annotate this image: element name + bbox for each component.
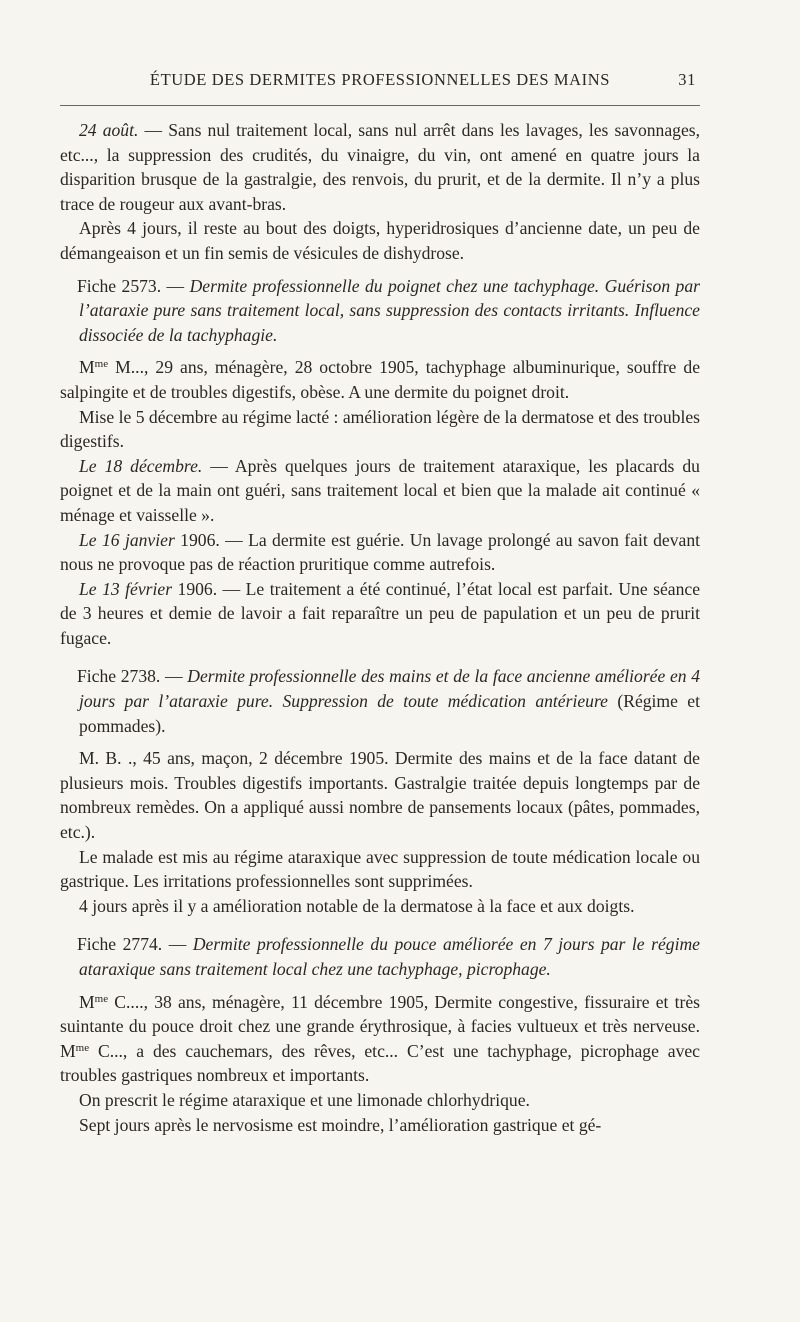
case-label: Fiche 2774. —	[77, 934, 193, 955]
paragraph-text: — Après quelques jours de traitement ataraxique, les placards du poignet et de la main ont guéri, sans traitement local et bien que la malade ait continué « ménage et vaisselle ».	[60, 455, 700, 525]
header-title: ÉTUDE DES DERMITES PROFESSIONNELLES DES MAINS	[149, 70, 611, 89]
paragraph: Sept jours après le nervosisme est moindre, l’amélioration gastrique et gé-	[79, 1114, 602, 1135]
header-rule	[60, 105, 700, 106]
paragraph	[60, 454, 700, 528]
superscript: me	[75, 1041, 90, 1054]
paragraph	[60, 990, 700, 1088]
paragraph: M. B. ., 45 ans, maçon, 2 décembre 1905. Dermite des mains et de la face datant de plusieurs mois. Troubles digestifs importants. Gastralgie traitée depuis longtemps par de nombreux remèdes. On a appliqué aussi nombre de pansements locaux (pâtes, pommades, etc.).	[60, 748, 700, 843]
page-number: 31	[678, 70, 696, 89]
case-heading	[60, 274, 700, 348]
superscript: me	[94, 992, 109, 1005]
abbrev: M	[79, 991, 95, 1012]
paragraph: Le malade est mis au régime ataraxique avec suppression de toute médication locale ou gastrique. Les irritations professionnelles sont supprimées.	[60, 846, 700, 892]
paragraph: Mise le 5 décembre au régime lacté : amélioration légère de la dermatose et des troubles digestifs.	[60, 406, 700, 452]
case-title: Dermite professionnelle du pouce améliorée en 7 jours par le régime ataraxique sans traitement local chez une tachyphage, picrophage.	[79, 934, 700, 979]
page-body	[60, 118, 700, 1137]
paragraph	[60, 118, 700, 216]
abbrev: M	[79, 357, 95, 378]
paragraph-text: — Sans nul traitement local, sans nul arrêt dans les lavages, les savonnages, etc..., la suppression des crudités, du vinaigre, du vin, ont amené en quatre jours la disparition brusque de la gastralgie, des renvois, du prurit, et de la dermite. Il n’y a plus trace de rougeur aux avant-bras.	[60, 120, 701, 214]
paragraph: On prescrit le régime ataraxique et une limonade chlorhydrique.	[79, 1089, 530, 1110]
date-month: février	[125, 578, 173, 599]
date-label: Le 13	[79, 578, 126, 599]
paragraph	[60, 355, 700, 404]
date-label: 24 août.	[79, 120, 139, 140]
running-header	[60, 70, 700, 96]
case-title-tail: (Régime et pommades).	[79, 691, 701, 736]
case-label: Fiche 2573. —	[77, 275, 190, 296]
date-label: Le 18 décembre.	[79, 455, 203, 476]
paragraph	[60, 528, 700, 577]
case-title: Dermite professionnelle des mains et de la face ancienne améliorée en 4 jours par l’ataraxie pure. Suppression de toute médication antérieure	[79, 666, 701, 712]
date-label: Le 16	[79, 529, 125, 550]
date-month: janvier	[124, 529, 175, 550]
paragraph-text: M..., 29 ans, ménagère, 28 octobre 1905, tachyphage albuminurique, souffre de salpingite et de troubles digestifs, obèse. A une dermite du poignet droit.	[60, 357, 700, 402]
paragraph-text: C...., 38 ans, ménagère, 11 décembre 1905, Dermite congestive, fissuraire et très suintante du pouce droit chez une grande érythrosique, à facies vultueux et très nerveuse. M	[60, 991, 700, 1061]
paragraph: 4 jours après il y a amélioration notable de la dermatose à la face et aux doigts.	[79, 895, 635, 916]
case-heading	[60, 664, 700, 738]
paragraph: Après 4 jours, il reste au bout des doigts, hyperidrosiques d’ancienne date, un peu de démangeaison et un fin semis de vésicules de dishydrose.	[60, 218, 700, 263]
paragraph-text: 1906. — Le traitement a été continué, l’état local est parfait. Une séance de 3 heures et demie de lavoir a fait reparaître un peu de papulation et un peu de prurit fugace.	[60, 578, 701, 648]
case-label: Fiche 2738. —	[77, 666, 188, 687]
paragraph	[60, 577, 700, 651]
case-title: Dermite professionnelle du poignet chez une tachyphage. Guérison par l’ataraxie pure sans traitement local, sans suppression des contacts irritants. Influence dissociée de la tachyphagie.	[79, 275, 700, 345]
case-heading	[60, 932, 700, 981]
paragraph-text: C..., a des cauchemars, des rêves, etc... C’est une tachyphage, picrophage avec troubles gastriques nombreux et importants.	[60, 1040, 700, 1086]
superscript: me	[94, 358, 109, 371]
paragraph-text: 1906. — La dermite est guérie. Un lavage prolongé au savon fait devant nous ne provoque pas de réaction pruritique comme autrefois.	[60, 529, 701, 575]
